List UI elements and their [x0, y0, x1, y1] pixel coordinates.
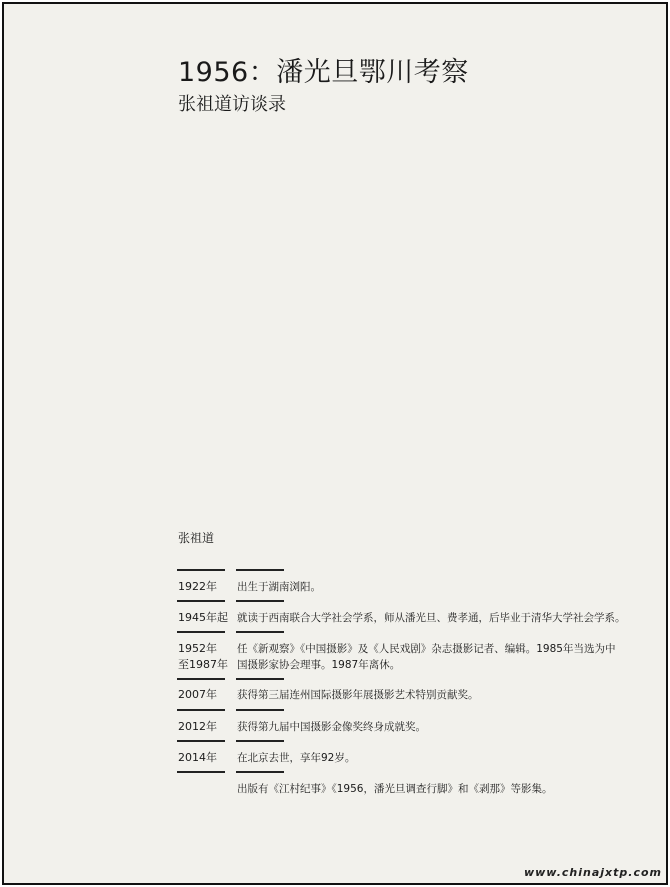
bio-description: 任《新观察》《中国摄影》及《人民戏剧》杂志摄影记者、编辑。1985年当选为中	[237, 643, 616, 655]
bio-description: 获得第九届中国摄影金像奖终身成就奖。	[237, 721, 426, 733]
divider	[236, 740, 284, 742]
bio-year-end: 至1987年	[178, 658, 228, 671]
divider	[177, 771, 225, 773]
bio-description: 在北京去世，享年92岁。	[237, 752, 356, 764]
bio-heading: 张祖道	[178, 531, 215, 545]
page-subtitle: 张祖道访谈录	[178, 94, 286, 115]
divider	[177, 740, 225, 742]
bio-description-continued: 国摄影家协会理事。1987年离休。	[237, 659, 401, 671]
bio-description: 就读于西南联合大学社会学系，师从潘光旦、费孝通，后毕业于清华大学社会学系。	[237, 612, 626, 624]
document-page	[2, 2, 668, 885]
bio-year: 1922年	[178, 580, 217, 593]
bio-year: 1952年	[178, 642, 217, 655]
divider	[236, 631, 284, 633]
bio-year: 2007年	[178, 688, 217, 701]
divider	[236, 600, 284, 602]
watermark: www.chinajxtp.com	[523, 866, 662, 879]
divider	[236, 709, 284, 711]
bio-year: 2012年	[178, 720, 217, 733]
bio-description: 获得第三届连州国际摄影年展摄影艺术特别贡献奖。	[237, 689, 479, 701]
page-title: 1956：潘光旦鄂川考察	[178, 57, 469, 88]
divider	[177, 631, 225, 633]
bio-description: 出版有《江村纪事》《1956，潘光旦调查行脚》和《剥那》等影集。	[237, 783, 553, 795]
divider	[236, 771, 284, 773]
divider	[236, 678, 284, 680]
divider	[177, 709, 225, 711]
divider	[236, 569, 284, 571]
bio-year: 1945年起	[178, 611, 228, 624]
divider	[177, 569, 225, 571]
bio-description: 出生于湖南浏阳。	[237, 581, 321, 593]
divider	[177, 678, 225, 680]
divider	[177, 600, 225, 602]
bio-year: 2014年	[178, 751, 217, 764]
